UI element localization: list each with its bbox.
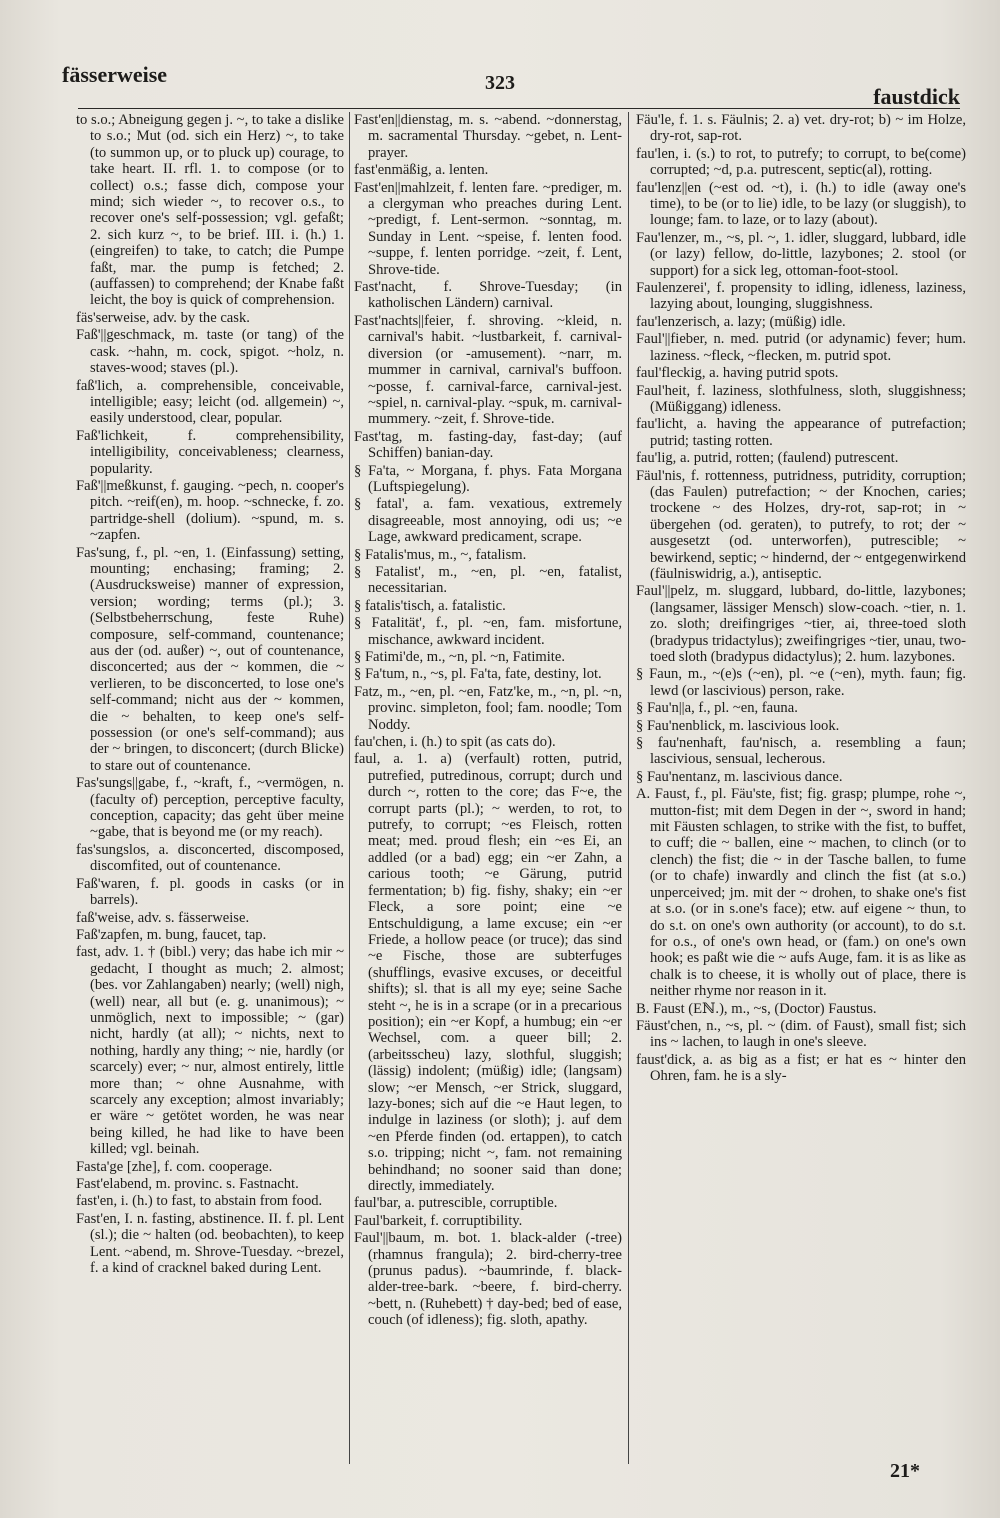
dictionary-entry: fau'lenz||en (~est od. ~t), i. (h.) to idle (away one's time), to be (or to lie) idle, to be lazy (or sluggish), to lounge; fam. to laze, or to lazy (about). bbox=[636, 179, 966, 229]
dictionary-entry: § Fatalität', f., pl. ~en, fam. misfortune, mischance, awkward incident. bbox=[354, 615, 622, 648]
dictionary-entry: Faß'||geschmack, m. taste (or tang) of the cask. ~hahn, m. cock, spigot. ~holz, n. staves-wood; staves (pl.). bbox=[76, 327, 344, 377]
signature-mark: 21* bbox=[890, 1460, 920, 1482]
dictionary-entry: faul'bar, a. putrescible, corruptible. bbox=[354, 1195, 558, 1212]
dictionary-entry: § Fatalis'mus, m., ~, fatalism. bbox=[354, 546, 527, 563]
header-rule bbox=[78, 108, 960, 109]
dictionary-entry: Faß'lichkeit, f. comprehensibility, intelligibility, conceivableness; clearness, popularity. bbox=[76, 427, 344, 477]
dictionary-entry: fas'sungslos, a. disconcerted, discomposed, discomfited, out of countenance. bbox=[76, 841, 344, 875]
dictionary-entry: § Fatalist', m., ~en, pl. ~en, fatalist, necessitarian. bbox=[354, 563, 622, 597]
dictionary-entry: faust'dick, a. as big as a fist; er hat es ~ hinter den Ohren, fam. he is a sly- bbox=[636, 1051, 966, 1085]
dictionary-entry: Fäul'nis, f. rottenness, putridness, putridity, corruption; (das Faulen) putrefaction; ~ der Knochen, caries; trockene ~ des Holzes, dry-rot, sap-rot; in ~ übergehen (od. geraten), to putrefy, to rot; der ~ ausgesetzt (od. unterworfen), putrescible; ~ bewirkend, septic; ~ hindernd, der ~ entgegenwirkend (fäulniswidrig, a.), antiseptic. bbox=[636, 467, 966, 582]
dictionary-entry: Faß'waren, f. pl. goods in casks (or in barrels). bbox=[76, 875, 344, 909]
dictionary-entry: Fast'nacht, f. Shrove-Tuesday; (in katholischen Ländern) carnival. bbox=[354, 279, 622, 312]
dictionary-entry: Faul'||baum, m. bot. 1. black-alder (-tree) (rhamnus frangula); 2. bird-cherry-tree (prunus padus). ~baumrinde, f. black-alder-tree-bark. ~beere, f. bird-cherry. ~bett, n. (Ruhebett) † day-bed; bed of ease, couch (of idleness); fig. sloth, apathy. bbox=[354, 1230, 622, 1329]
dictionary-entry: Faul'||fieber, n. med. putrid (or adynamic) fever; hum. laziness. ~fleck, ~flecken, m. putrid spot. bbox=[636, 331, 966, 364]
dictionary-entry: faß'weise, adv. s. fässerweise. bbox=[76, 909, 250, 926]
dictionary-entry: Fast'nachts||feier, f. shroving. ~kleid, n. carnival's habit. ~lustbarkeit, f. carnival-diversion (or -amusement). ~narr, m. mummer in carnival, carnival's buffoon. ~posse, f. carnival-farce, carnival-jest. ~spiel, n. carnival-play. ~spuk, m. carnival-mummery. ~zeit, f. Shrove-tide. bbox=[354, 312, 622, 428]
dictionary-entry: Fast'tag, m. fasting-day, fast-day; (auf Schiffen) banian-day. bbox=[354, 428, 622, 462]
dictionary-entry: § Fau'nentanz, m. lascivious dance. bbox=[636, 768, 843, 785]
dictionary-entry: faß'lich, a. comprehensible, conceivable, intelligible; easy; leicht (od. allgemein) ~, easily understood, clear, popular. bbox=[76, 377, 344, 427]
dictionary-entry: faul, a. 1. a) (verfault) rotten, putrid, putrefied, putredinous, corrupt; durch und durch ~, rotten to the core; das F~e, the corrupt parts (pl.); ~ werden, to rot, to putrefy, to corrupt; ~es Fleisch, rotten meat; med. proud flesh; ein ~es Ei, an addled (or a bad) egg; ein ~er Zahn, a carious tooth; ~e Gärung, putrid fermentation; b) fig. fishy, shaky; ein ~er Fleck, a sore point; eine ~e Entschuldigung, a lame excuse; ein ~er Friede, a hollow peace (or truce); das sind ~e Fische, those are subterfuges (shufflings, evasive excuses, or deceitful shifts); sl. that is all my eye; seine Sache steht ~, he is in a scrape (or in a precarious position); ein ~er Kopf, a humbug; ein ~er Wechsel, com. a queer bill; 2. (arbeitsscheu) lazy, slothful, sluggish; (lässig) indolent; (müßig) idle; (langsam) slow; ~er Mensch, ~er Strick, sluggard, lazy-bones; sich auf die ~e Haut legen, to indulge in laziness (or sloth); j. auf dem ~en Pferde finden (od. ertappen), to catch s.o. tripping; nicht ~, fam. not remaining behindhand; no sooner said than done; directly, immediately. bbox=[354, 751, 622, 1194]
dictionary-entry: fau'lig, a. putrid, rotten; (faulend) putrescent. bbox=[636, 450, 899, 467]
dictionary-entry: faul'fleckig, a. having putrid spots. bbox=[636, 365, 839, 382]
dictionary-entry: Faß'||meßkunst, f. gauging. ~pech, n. cooper's pitch. ~reif(en), m. hoop. ~schnecke, f. zo. partridge-shell (dolium). ~spund, m. s. ~zapfen. bbox=[76, 477, 344, 544]
dictionary-entry: Fatz, m., ~en, pl. ~en, Fatz'ke, m., ~n, pl. ~n, provinc. simpleton, fool; fam. noodle; Tom Noddy. bbox=[354, 683, 622, 733]
column-left bbox=[76, 112, 344, 1464]
header-right-guideword: faustdick bbox=[873, 84, 960, 109]
dictionary-entry: to s.o.; Abneigung gegen j. ~, to take a dislike to s.o.; Mut (od. sich ein Herz) ~, to take (to summon up, or to pluck up) courage, to take heart. II. rfl. 1. to compose (or to collect) o.s.; fasse dich, compose your mind; sich wieder ~, to recover o.s., to recover one's self-possession; vgl. gefaßt; 2. sich kurz ~, to be brief. III. i. (h.) 1. (eingreifen) to take, to catch; die Pumpe faßt, mar. the pump is fetched; 2. (auffassen) to comprehend; der Knabe faßt leicht, the boy is quick of comprehension. bbox=[76, 112, 344, 309]
dictionary-entry: A. Faust, f., pl. Fäu'ste, fist; fig. grasp; plumpe, rohe ~, mutton-fist; mit dem Degen in der ~, sword in hand; mit Fäusten schlagen, to strike with the fist, to buffet, to cuff; die ~ ballen, eine ~ machen, to clinch (or to clench) the fist; die ~ in der Tasche ballen, to fume (or to chafe) inwardly and clinch the fist (at s.o.) unperceived; jm. mit der ~ drohen, to shake one's fist at s.o. (or in s.one's face); etw. auf eigene ~ thun, to do s.t. on one's own authority (or account), to do s.t. for o.s., of one's own head, or (fam.) on one's own hook; es paßt wie die ~ aufs Auge, fam. it is as like as chalk is to cheese, it is wholly out of place, there is neither rhyme nor reason in it. bbox=[636, 786, 966, 1000]
dictionary-entry: Fäu'le, f. 1. s. Fäulnis; 2. a) vet. dry-rot; b) ~ im Holze, dry-rot, sap-rot. bbox=[636, 112, 966, 145]
dictionary-entry: Fau'lenzer, m., ~s, pl. ~, 1. idler, sluggard, lubbard, idle (or lazy) fellow, do-little, lazybones; 2. stool (or support) for a sick leg, ottoman-foot-stool. bbox=[636, 229, 966, 279]
dictionary-entry: § Fatimi'de, m., ~n, pl. ~n, Fatimite. bbox=[354, 649, 565, 665]
dictionary-entry: § Fau'n||a, f., pl. ~en, fauna. bbox=[636, 700, 798, 717]
dictionary-entry: § Fa'tum, n., ~s, pl. Fa'ta, fate, destiny, lot. bbox=[354, 666, 602, 683]
dictionary-entry: § Faun, m., ~(e)s (~en), pl. ~e (~en), myth. faun; fig. lewd (or lascivious) person, rake. bbox=[636, 666, 966, 699]
dictionary-entry: fäs'serweise, adv. by the cask. bbox=[76, 309, 250, 326]
dictionary-entry: B. Faust (Eℕ.), m., ~s, (Doctor) Faustus. bbox=[636, 1000, 877, 1017]
dictionary-entry: fast'en, i. (h.) to fast, to abstain from food. bbox=[76, 1193, 323, 1210]
dictionary-entry: fau'licht, a. having the appearance of putrefaction; putrid; tasting rotten. bbox=[636, 416, 966, 449]
dictionary-entry: Faß'zapfen, m. bung, faucet, tap. bbox=[76, 926, 267, 943]
dictionary-entry: § Fau'nenblick, m. lascivious look. bbox=[636, 717, 840, 734]
dictionary-entry: Fast'en||mahlzeit, f. lenten fare. ~prediger, m. a clergyman who preaches during Lent. ~predigt, f. Lent-sermon. ~sonntag, m. Sunday in Lent. ~speise, f. lenten food. ~suppe, f. lenten porridge. ~zeit, f. Lent, Shrove-tide. bbox=[354, 179, 622, 278]
dictionary-entry: § fatalis'tisch, a. fatalistic. bbox=[354, 597, 506, 614]
dictionary-entry: fast, adv. 1. † (bibl.) very; das habe ich mir ~ gedacht, I thought as much; 2. almost; (bes. vor Zahlangaben) nearly; (well) nigh, (well) near, all but (e. g. unanimous); ~ unmöglich, next to impossible; ~ (gar) nicht, hardly (at all); ~ nichts, next to nothing, hardly any thing; ~ nie, hardly (or scarcely) ever; ~ nur, almost entirely, little more than; ~ ohne Ausnahme, with scarcely any exception; almost invariably; er wäre ~ getötet worden, he was near being killed, he had like to have been killed; vgl. beinah. bbox=[76, 944, 344, 1158]
dictionary-entry: Faul'barkeit, f. corruptibility. bbox=[354, 1212, 523, 1229]
dictionary-entry: Fast'elabend, m. provinc. s. Fastnacht. bbox=[76, 1176, 299, 1192]
column-middle bbox=[354, 112, 622, 1464]
dictionary-entry: Fas'sungs||gabe, f., ~kraft, f., ~vermögen, n. (faculty of) perception, perceptive faculty, conception, capacity; das geht über meine ~gabe, that is beyond me (or my reach). bbox=[76, 775, 344, 841]
dictionary-entry: § Fa'ta, ~ Morgana, f. phys. Fata Morgana (Luftspiegelung). bbox=[354, 462, 622, 495]
dictionary-entry: Fast'en, I. n. fasting, abstinence. II. f. pl. Lent (sl.); die ~ halten (od. beobachten), to keep Lent. ~abend, m. Shrove-Tuesday. ~brezel, f. a kind of cracknel baked during Lent. bbox=[76, 1210, 344, 1277]
dictionary-entry: § fatal', a. fam. vexatious, extremely disagreeable, most annoying, odi us; ~e Lage, awkward predicament, scrape. bbox=[354, 496, 622, 546]
column-divider-1 bbox=[349, 112, 350, 1464]
dictionary-entry: § fau'nenhaft, fau'nisch, a. resembling a faun; lascivious, sensual, lecherous. bbox=[636, 735, 966, 768]
dictionary-entry: Fäust'chen, n., ~s, pl. ~ (dim. of Faust), small fist; sich ins ~ lachen, to laugh in one's sleeve. bbox=[636, 1017, 966, 1051]
header-left-guideword: fässerweise bbox=[62, 62, 168, 87]
dictionary-entry: Faulenzerei', f. propensity to idling, idleness, laziness, lazying about, lounging, sluggishness. bbox=[636, 280, 966, 313]
dictionary-entry: Fast'en||dienstag, m. s. ~abend. ~donnerstag, m. sacramental Thursday. ~gebet, n. Lent-prayer. bbox=[354, 112, 622, 161]
page-number: 323 bbox=[485, 72, 515, 94]
column-divider-2 bbox=[628, 112, 629, 1464]
dictionary-entry: Fasta'ge [zhe], f. com. cooperage. bbox=[76, 1158, 273, 1175]
dictionary-entry: fast'enmäßig, a. lenten. bbox=[354, 162, 489, 179]
dictionary-entry: fau'chen, i. (h.) to spit (as cats do). bbox=[354, 734, 556, 751]
column-right bbox=[636, 112, 966, 1464]
dictionary-entry: fau'len, i. (s.) to rot, to putrefy; to corrupt, to be(come) corrupted; ~d, p.a. putrescent, septic(al), rotting. bbox=[636, 145, 966, 179]
dictionary-entry: Faul'||pelz, m. sluggard, lubbard, do-little, lazybones; (langsamer, lässiger Mensch) slow-coach. ~tier, n. 1. zo. sloth; dreifingriges ~tier, ai, three-toed sloth (bradypus tridactylus); zweifingriges ~tier, unau, two-toed sloth (bradypus didactylus); 2. hum. lazybones. bbox=[636, 583, 966, 665]
dictionary-entry: fau'lenzerisch, a. lazy; (müßig) idle. bbox=[636, 313, 846, 330]
dictionary-entry: Faul'heit, f. laziness, slothfulness, sloth, sluggishness; (Müßiggang) idleness. bbox=[636, 382, 966, 415]
dictionary-entry: Fas'sung, f., pl. ~en, 1. (Einfassung) setting, mounting; enchasing; framing; 2. (Ausdrucksweise) manner of expression, version; wording; terms (pl.); 3. (Selbstbeherrschung, feste Ruhe) composure, self-command, countenance; aus der (od. außer) ~, out of countenance, disconcerted; aus der ~ kommen, die ~ verlieren, to be disconcerted, to lose one's self-command; nicht aus der ~ kommen, die ~ behalten, to keep one's self-possession (or one's self-command); aus der ~ bringen, to disconcert; (durch Blicke) to stare out of countenance. bbox=[76, 544, 344, 774]
